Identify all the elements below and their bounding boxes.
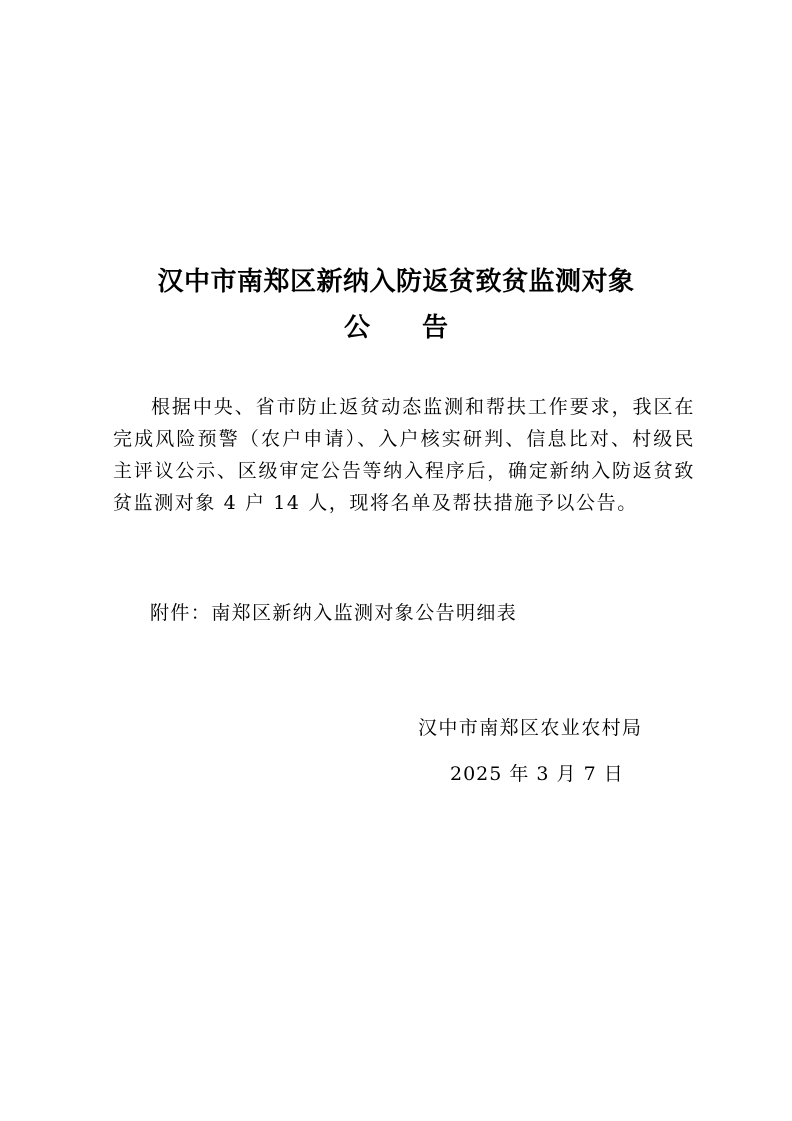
issue-date: 2025 年 3 月 7 日	[450, 763, 624, 785]
title-char-gong: 公	[343, 313, 370, 343]
title-char-gao: 告	[422, 313, 449, 343]
document-title: 汉中市南郑区新纳入防返贫致贫监测对象	[157, 267, 635, 297]
attachment-line: 附件：南郑区新纳入监测对象公告明细表	[150, 602, 518, 624]
body-paragraph: 根据中央、省市防止返贫动态监测和帮扶工作要求，我区在完成风险预警（农户申请）、入户核实研判、信息比对、村级民主评议公示、区级审定公告等纳入程序后，确定新纳入防返贫致贫监测对象 4 户 14 人，现将名单及帮扶措施予以公告。	[113, 396, 695, 514]
document-title-announcement	[0, 312, 792, 344]
issuing-organization: 汉中市南郑区农业农村局	[418, 717, 643, 739]
